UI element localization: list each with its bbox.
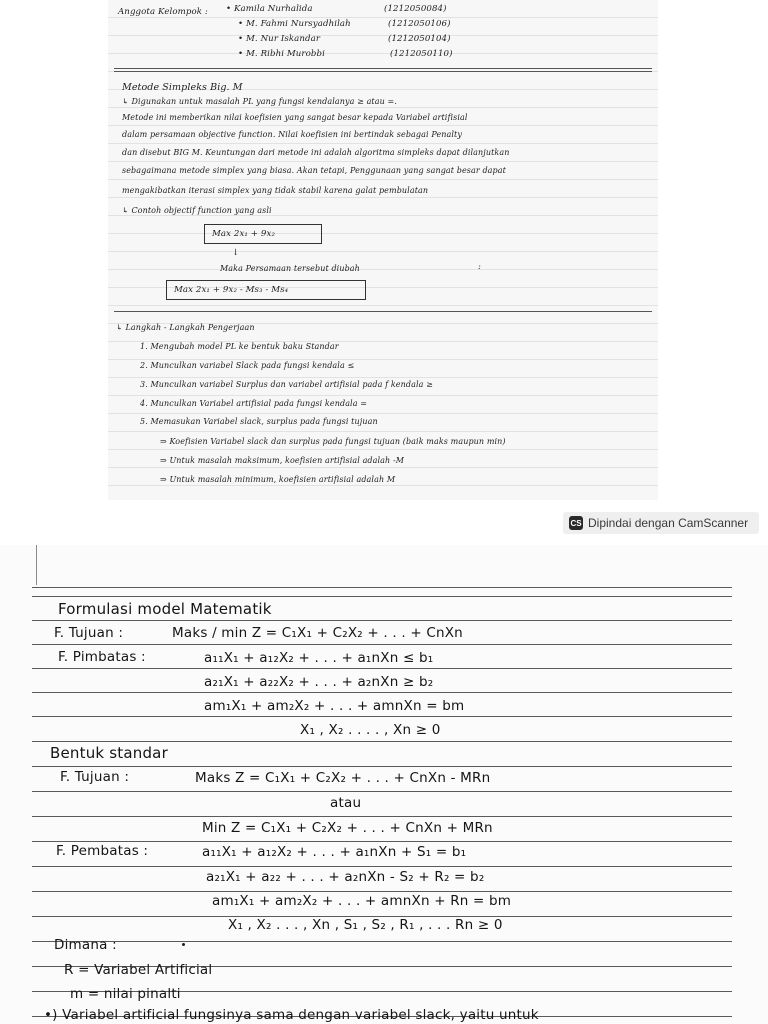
section-divider [114, 311, 652, 312]
tujuan-label: F. Tujuan : [54, 625, 124, 641]
std-tujuan-label: F. Tujuan : [60, 769, 130, 785]
desc-line-5: sebagaimana metode simplex yang biasa. Akan tetapi, Penggunaan yang sangat besar dapat [122, 166, 506, 175]
member-name-1: • Kamila Nurhalida [226, 4, 313, 14]
down-arrow: ↓ [232, 248, 240, 258]
section-divider [114, 68, 652, 69]
section-divider [114, 71, 652, 72]
modified-formula: Max 2x₁ + 9x₂ - Ms₃ - Ms₄ [174, 285, 289, 295]
step-2: 2. Munculkan variabel Slack pada fungsi kendala ≤ [140, 361, 355, 370]
step-3: 3. Munculkan variabel Surplus dan variabel artifisial pada f kendala ≥ [140, 380, 433, 389]
where-item-1: R = Variabel Artificial [64, 962, 213, 978]
step-5: 5. Memasukan Variabel slack, surplus pada fungsi tujuan [140, 417, 378, 426]
member-nim-3: (1212050104) [388, 34, 451, 44]
ruled-line [32, 866, 732, 867]
std-min: Min Z = C₁X₁ + C₂X₂ + . . . + CnXn + MRn [202, 820, 493, 836]
ruled-line [32, 741, 732, 742]
std-maks: Maks Z = C₁X₁ + C₂X₂ + . . . + CnXn - MRn [195, 770, 491, 786]
tujuan-formula: Maks / min Z = C₁X₁ + C₂X₂ + . . . + CnXn [172, 625, 463, 641]
atau-text: atau [330, 795, 362, 811]
ruled-line [32, 766, 732, 767]
method-title: Metode Simpleks Big. M [122, 82, 243, 93]
watermark-text: Dipindai dengan CamScanner [588, 516, 749, 530]
std-constraint-1: a₁₁X₁ + a₁₂X₂ + . . . + a₁nXn + S₁ = b₁ [202, 844, 467, 860]
stray-dot [182, 943, 185, 946]
ruled-line [32, 644, 732, 645]
then-text: Maka Persamaan tersebut diubah [220, 264, 360, 273]
ruled-line [32, 891, 732, 892]
dimana-label: Dimana : [54, 937, 117, 953]
std-constraint-2: a₂₁X₁ + a₂₂ + . . . + a₂nXn - S₂ + R₂ = b₂ [206, 869, 485, 885]
bottom-note: •) Variabel artificial fungsinya sama dengan variabel slack, yaitu untuk [44, 1007, 539, 1023]
example-formula: Max 2x₁ + 9x₂ [212, 229, 275, 239]
step-4: 4. Munculkan Variabel artifisial pada fungsi kendala = [140, 399, 368, 408]
member-name-3: • M. Nur Iskandar [238, 34, 321, 44]
member-nim-1: (1212050084) [384, 4, 447, 14]
ruled-line [32, 692, 732, 693]
ruled-line [32, 841, 732, 842]
example-label: ↳ Contoh objectif function yang asli [122, 206, 272, 215]
desc-line-1: ↳ Digunakan untuk masalah PL yang fungsi kendalanya ≥ atau =. [122, 97, 397, 106]
desc-line-6: mengakibatkan iterasi simplex yang tidak stabil karena galat pembulatan [122, 186, 429, 195]
camscanner-icon: CS [569, 516, 583, 530]
std-constraint-3: am₁X₁ + am₂X₂ + . . . + amnXn + Rn = bm [212, 893, 512, 909]
member-name-2: • M. Fahmi Nursyadhilah [238, 19, 351, 29]
std-constraint-nonneg: X₁ , X₂ . . . , Xn , S₁ , S₂ , R₁ , . . . Rn ≥ 0 [228, 917, 503, 933]
sub-step-2: ⇒ Untuk masalah maksimum, koefisien artifisial adalah -M [160, 456, 405, 465]
step-1: 1. Mengubah model PL ke bentuk baku Standar [140, 342, 339, 351]
desc-line-2: Metode ini memberikan nilai koefisien yang sangat besar kepada Variabel artifisial [122, 113, 468, 122]
member-name-4: • M. Ribhi Murobbi [238, 49, 325, 59]
ruled-line [32, 816, 732, 817]
desc-line-3: dalam persamaan objective function. Nilai koefisien ini bertindak sebagai Penalty [122, 130, 462, 139]
constraint-2: a₂₁X₁ + a₂₂X₂ + . . . + a₂nXn ≥ b₂ [204, 674, 434, 690]
ruled-line [32, 668, 732, 669]
where-item-2: m = nilai pinalti [70, 986, 181, 1002]
sub-step-3: ⇒ Untuk masalah minimum, koefisien artifisial adalah M [160, 475, 396, 484]
sub-step-1: ⇒ Koefisien Variabel slack dan surplus pada fungsi tujuan (baik maks maupun min) [160, 437, 506, 446]
ruled-line [32, 587, 732, 588]
formulation-title: Formulasi model Matematik [58, 600, 272, 618]
ruled-line [32, 941, 732, 942]
desc-line-4: dan disebut BIG M. Keuntungan dari metode ini adalah algoritma simpleks dapat dilanjutkan [122, 148, 510, 157]
margin-line [36, 545, 37, 585]
camscanner-watermark [563, 512, 759, 534]
pembatas-label: F. Pimbatas : [58, 649, 146, 665]
ruled-line [32, 791, 732, 792]
std-pembatas-label: F. Pembatas : [56, 843, 149, 859]
notebook-page-2 [0, 545, 768, 1024]
constraint-1: a₁₁X₁ + a₁₂X₂ + . . . + a₁nXn ≤ b₁ [204, 650, 434, 666]
constraint-nonneg: X₁ , X₂ . . . . , Xn ≥ 0 [300, 722, 441, 738]
scanned-page-1 [108, 0, 658, 500]
ruled-line [32, 620, 732, 621]
member-nim-4: (1212050110) [390, 49, 453, 59]
ruled-line [32, 596, 732, 597]
colon-mark: : [478, 262, 481, 272]
constraint-3: am₁X₁ + am₂X₂ + . . . + amnXn = bm [204, 698, 465, 714]
standard-title: Bentuk standar [50, 744, 168, 762]
members-label: Anggota Kelompok : [118, 7, 208, 17]
member-nim-2: (1212050106) [388, 19, 451, 29]
ruled-line [32, 716, 732, 717]
steps-title: ↳ Langkah - Langkah Pengerjaan [116, 323, 255, 332]
